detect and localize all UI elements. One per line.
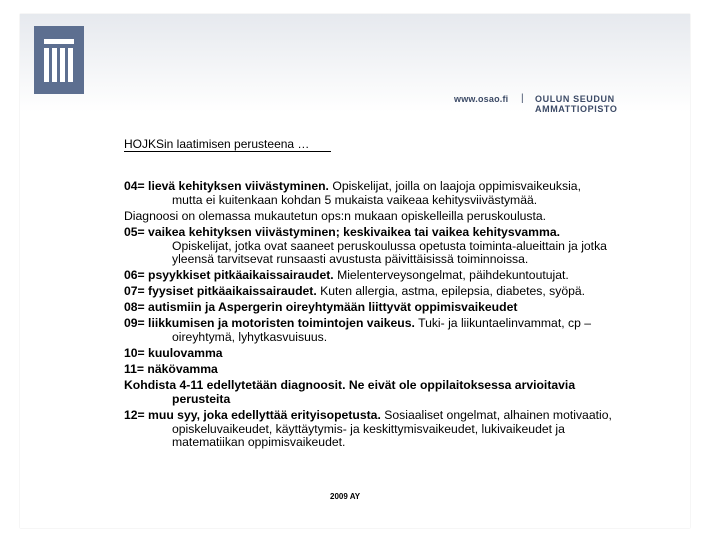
slide-title: HOJKSin laatimisen perusteena … — [124, 137, 331, 152]
list-item — [124, 226, 614, 267]
item-text: Kuten allergia, astma, epilepsia, diabetes, syöpä. — [316, 284, 586, 299]
item-text: Opiskelijat, jotka ovat saaneet peruskoulussa opetusta toiminta-alueittain ja jotka yleensä tarvitsevat runsaasti avustusta päivittäisissä toiminnoissa. — [172, 238, 607, 267]
list-item — [124, 363, 614, 377]
list-item — [124, 379, 614, 407]
item-bold: 12= muu syy, joka edellyttää erityisopetusta. — [124, 407, 381, 422]
list-item — [124, 210, 614, 224]
item-bold: 11= näkövamma — [124, 362, 218, 377]
list-item — [124, 409, 614, 450]
list-item — [124, 269, 614, 283]
organization-name: OULUN SEUDUN AMMATTIOPISTO — [535, 94, 618, 114]
slide — [20, 14, 690, 528]
item-text: Tuki- ja liikuntaelinvammat, cp –oireyhtymä, lyhytkasvuisuus. — [172, 316, 592, 345]
header-separator: | — [521, 93, 524, 104]
item-bold: 05= vaikea kehityksen viivästyminen; keskivaikea tai vaikea kehitysvamma. — [124, 224, 560, 239]
osao-logo-icon — [34, 26, 84, 94]
item-text: Mielenterveysongelmat, päihdekuntoutujat. — [333, 268, 569, 283]
website-url[interactable]: www.osao.fi — [454, 94, 509, 104]
item-bold: 07= fyysiset pitkäaikaissairaudet. — [124, 284, 317, 299]
item-bold: 08= autismiin ja Aspergerin oireyhtymään liittyvät oppimisvaikeudet — [124, 300, 518, 315]
list-item — [124, 301, 614, 315]
footer-text: 2009 AY — [330, 492, 361, 501]
list-item — [124, 285, 614, 299]
item-text: Opiskelijat, joilla on laajoja oppimisvaikeuksia, mutta ei kuitenkaan kohdan 5 mukaista vaikeaa kehitysviivästymää. — [172, 179, 581, 207]
item-bold: 09= liikkumisen ja motoristen toimintojen vaikeus. — [124, 316, 415, 331]
criteria-list — [124, 180, 614, 452]
list-item — [124, 347, 614, 361]
item-bold: 04= lievä kehityksen viivästyminen. — [124, 179, 329, 193]
item-text: Diagnoosi on olemassa mukautetun ops:n mukaan opiskelleilla peruskoulusta. — [124, 208, 547, 223]
item-bold: 10= kuulovamma — [124, 346, 223, 361]
list-item — [124, 180, 614, 208]
item-bold: Kohdista 4-11 edellytetään diagnoosit. Ne eivät ole oppilaitoksessa arvioitavia perusteita — [124, 378, 576, 406]
item-bold: 06= psyykkiset pitkäaikaissairaudet. — [124, 268, 334, 283]
item-text: Sosiaaliset ongelmat, alhainen motivaatio, opiskeluvaikeudet, käyttäytymis- ja keskittymisvaikeudet, lukivaikeudet ja matematiikan oppimisvaikeudet. — [172, 407, 612, 450]
header-banner — [20, 14, 690, 112]
list-item — [124, 317, 614, 345]
